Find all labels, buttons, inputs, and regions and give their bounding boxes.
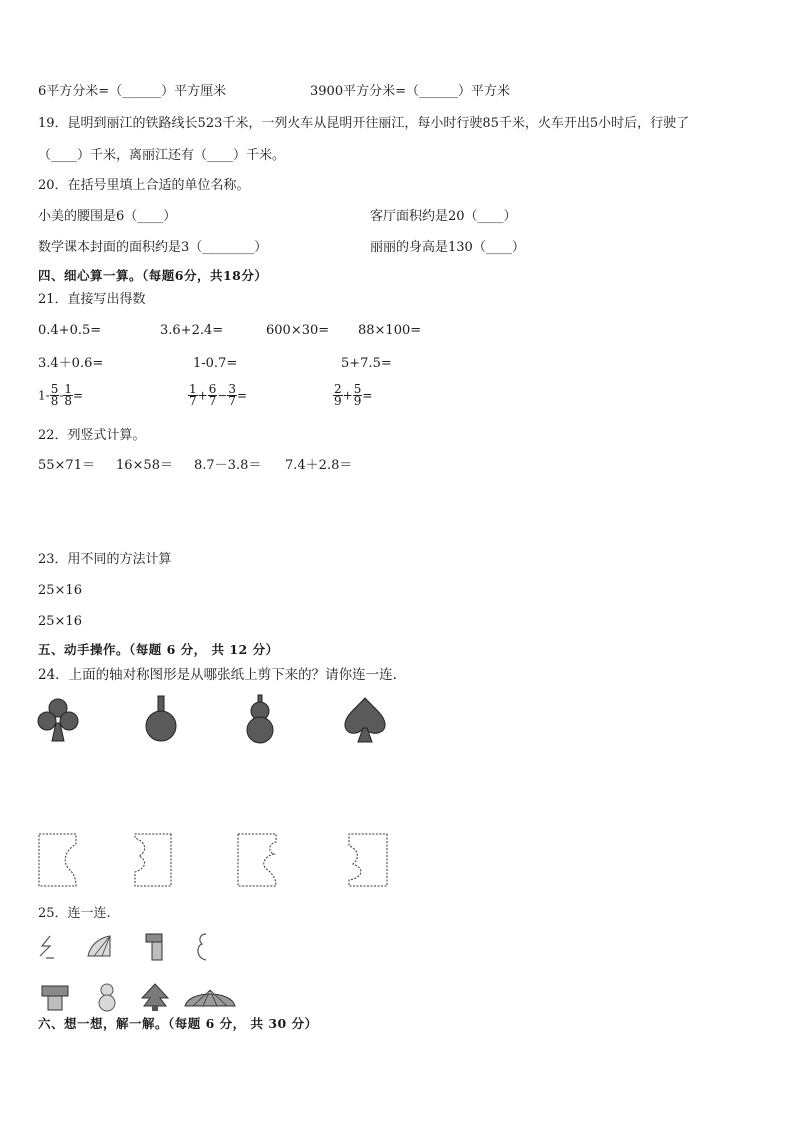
q21-r1-c: 600×30=: [266, 323, 330, 338]
section-6-heading: 六、想一想，解一解。（每题 6 分， 共 30 分）: [38, 1016, 318, 1031]
q21-fraction-expr-2: $\frac{1}{7}$ + $\frac{6}{7}$ − $\frac{3}{7}$ =: [189, 382, 248, 408]
umbrella-shape-icon: [183, 984, 237, 1010]
section-5-heading: 五、动手操作。（每题 6 分， 共 12 分）: [38, 642, 279, 657]
q21-r1-d: 88×100=: [358, 323, 422, 338]
q21-fraction-expr-3: $\frac{2}{9}$ + $\frac{5}{9}$ =: [334, 382, 373, 408]
half-house-icon: [142, 932, 164, 962]
q23-line1: 25×16: [38, 583, 82, 598]
q21-r2-b: 1-0.7=: [193, 356, 238, 371]
area-conversion-1: 6平方分米=（______）平方厘米: [38, 84, 227, 99]
area-conversion-2: 3900平方分米=（______）平方米: [310, 84, 510, 99]
q23-title: 23．用不同的方法计算: [38, 552, 172, 567]
q20-item-height: 丽丽的身高是130（____）: [370, 240, 525, 255]
q22-item-3: 8.7－3.8＝: [194, 458, 262, 473]
folded-paper-2-icon: [133, 832, 173, 888]
q20-item-room: 客厅面积约是20（____）: [370, 209, 517, 224]
q20-item-waist: 小美的腰围是6（____）: [38, 209, 177, 224]
q19-line1: 19．昆明到丽江的铁路线长523千米，一列火车从昆明开往丽江，每小时行驶85千米，火车开出5小时后，行驶了: [38, 116, 690, 131]
q21-r2-c: 5+7.5=: [341, 356, 392, 371]
q23-line2: 25×16: [38, 614, 82, 629]
q21-title: 21．直接写出得数: [38, 292, 146, 307]
q20-title: 20．在括号里填上合适的单位名称。: [38, 178, 250, 193]
q21-r2-a: 3.4＋0.6=: [38, 356, 104, 371]
half-snowman-icon: [196, 932, 210, 962]
q21-r1-a: 0.4+0.5=: [38, 323, 102, 338]
half-lightning-icon: [38, 934, 58, 960]
gourd-shape-icon: [242, 695, 278, 745]
spade-shape-icon: [342, 696, 388, 744]
section-4-heading: 四、细心算一算。（每题6分，共18分）: [38, 268, 268, 283]
tree-shape-icon: [140, 982, 170, 1012]
q21-fraction-expr-1: 1- $\frac{5}{8}$ - $\frac{1}{8}$ =: [38, 382, 84, 408]
q22-item-4: 7.4＋2.8＝: [285, 458, 353, 473]
snowman-shape-icon: [95, 982, 119, 1012]
q22-item-1: 55×71＝: [38, 458, 95, 473]
q22-title: 22．列竖式计算。: [38, 428, 146, 443]
q21-r1-b: 3.6+2.4=: [160, 323, 224, 338]
half-umbrella-icon: [86, 932, 114, 960]
q25-title: 25．连一连.: [38, 906, 111, 921]
q19-line2: （____）千米，离丽江还有（____）千米。: [38, 148, 286, 163]
house-shape-icon: [40, 984, 70, 1012]
folded-paper-4-icon: [347, 832, 389, 888]
q24-title: 24．上面的轴对称图形是从哪张纸上剪下来的？请你连一连.: [38, 667, 397, 683]
q22-item-2: 16×58＝: [116, 458, 173, 473]
folded-paper-1-icon: [38, 832, 78, 888]
round-mirror-shape-icon: [141, 694, 181, 744]
q20-item-book: 数学课本封面的面积约是3（________）: [38, 240, 268, 255]
club-shape-icon: [36, 697, 80, 743]
folded-paper-3-icon: [236, 832, 278, 888]
